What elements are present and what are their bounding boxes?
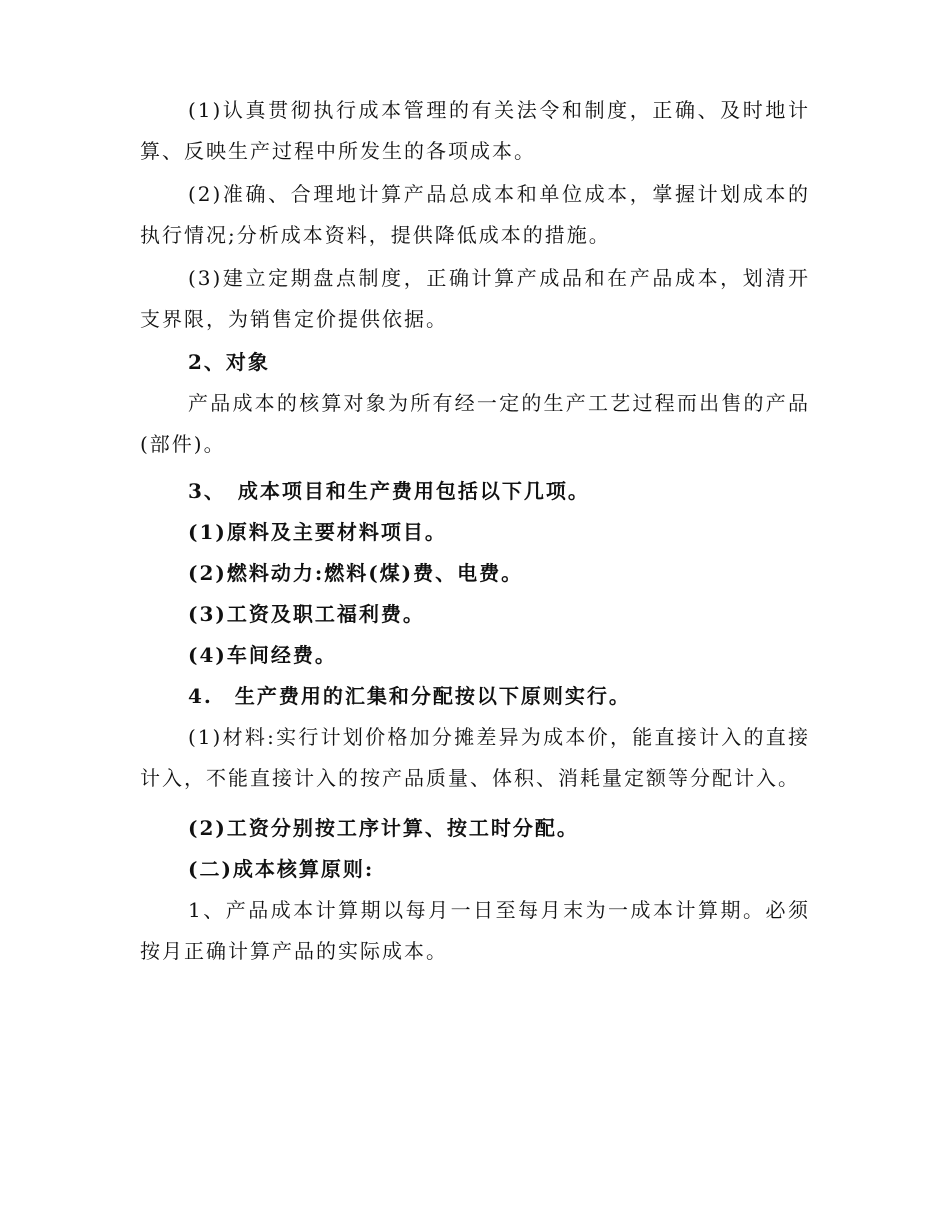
paragraph-materials-allocation: (1)材料:实行计划价格加分摊差异为成本价，能直接计入的直接计入，不能直接计入的按产品质量、体积、消耗量定额等分配计入。 [140, 725, 810, 790]
paragraph-period: 1、产品成本计算期以每月一日至每月末为一成本计算期。必须按月正确计算产品的实际成本。 [140, 898, 810, 963]
paragraph-object: 产品成本的核算对象为所有经一定的生产工艺过程而出售的产品(部件)。 [140, 391, 810, 456]
list-item-fuel: (2)燃料动力:燃料(煤)费、电费。 [188, 561, 524, 585]
paragraph-1: (1)认真贯彻执行成本管理的有关法令和制度，正确、及时地计算、反映生产过程中所发生的各项成本。 [140, 98, 810, 163]
list-item-materials: (1)原料及主要材料项目。 [188, 520, 447, 544]
heading-object: 2、对象 [188, 350, 270, 374]
heading-cost-items: 3、 成本项目和生产费用包括以下几项。 [188, 479, 590, 503]
list-item-wage-allocation: (2)工资分别按工序计算、按工时分配。 [188, 816, 579, 840]
paragraph-3: (3)建立定期盘点制度，正确计算产成品和在产品成本，划清开支界限，为销售定价提供依据。 [140, 266, 810, 331]
heading-allocation: 4. 生产费用的汇集和分配按以下原则实行。 [188, 684, 631, 708]
paragraph-2: (2)准确、合理地计算产品总成本和单位成本，掌握计划成本的执行情况;分析成本资料，提供降低成本的措施。 [140, 182, 810, 247]
heading-principles: (二)成本核算原则: [188, 857, 375, 881]
list-item-wages: (3)工资及职工福利费。 [188, 602, 425, 626]
list-item-workshop: (4)车间经费。 [188, 643, 337, 667]
document-body [140, 90, 810, 972]
